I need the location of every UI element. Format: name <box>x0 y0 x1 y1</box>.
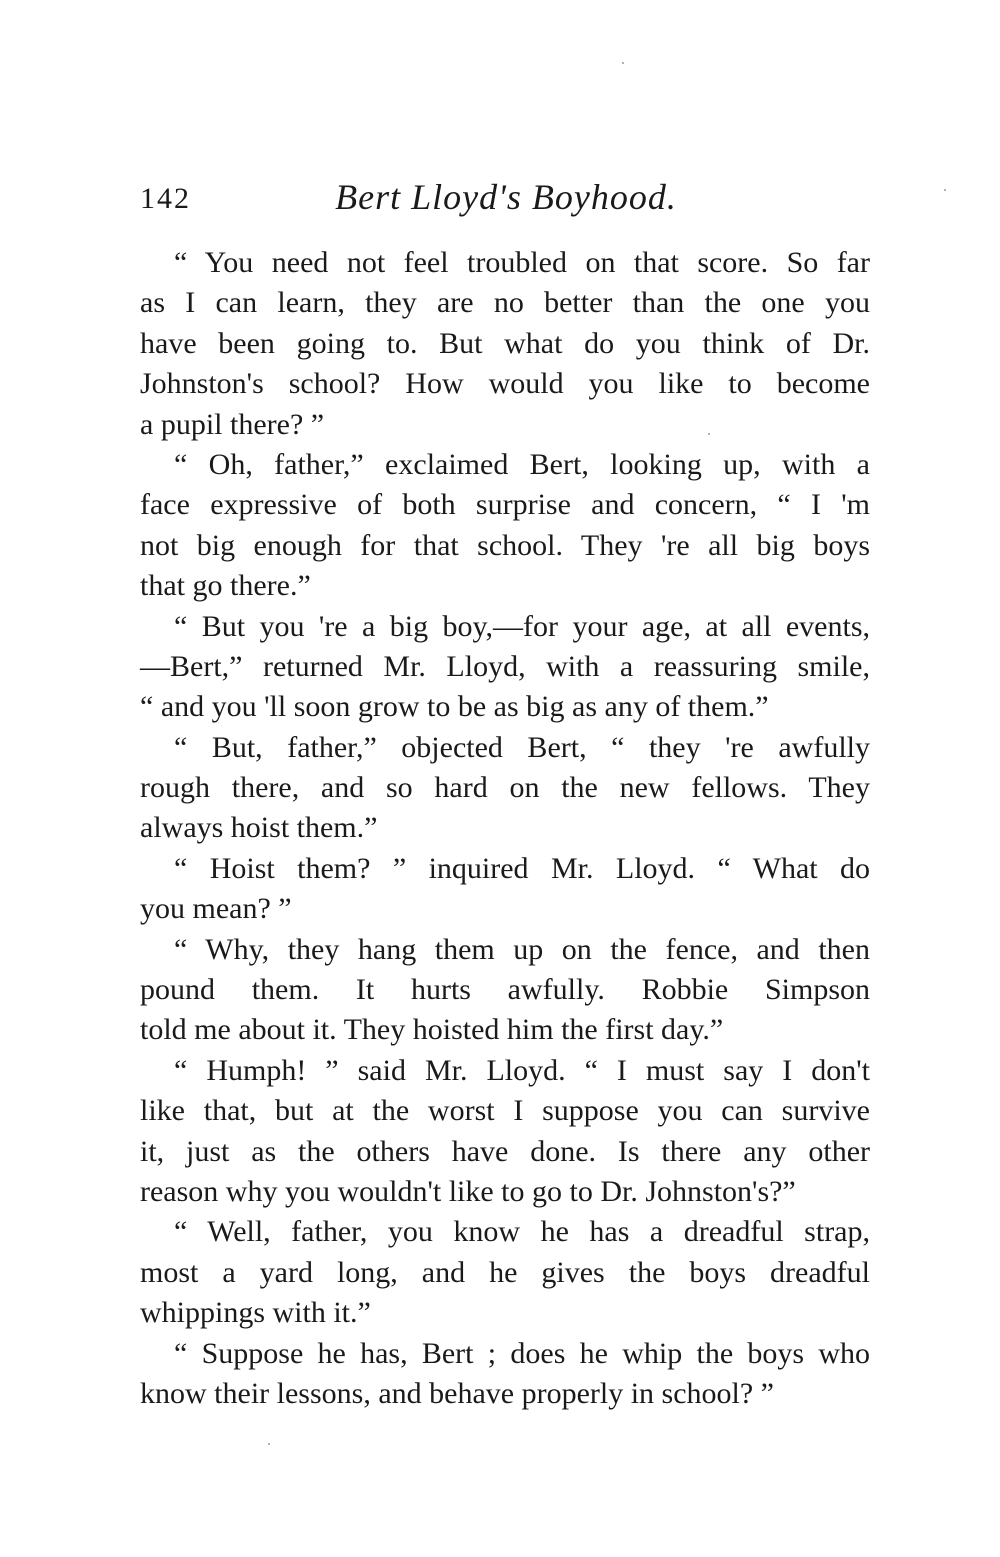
paper-speck <box>944 189 946 191</box>
text-line: like that, but at the worst I suppose you can survive <box>140 1094 870 1128</box>
text-line: “ Why, they hang them up on the fence, and then <box>174 932 870 966</box>
text-line: most a yard long, and he gives the boys dreadful <box>140 1255 870 1289</box>
text-line: “ Hoist them? ” inquired Mr. Lloyd. “ What do <box>174 851 870 885</box>
text-line: “ You need not feel troubled on that score. So far <box>174 246 870 279</box>
page-header <box>140 176 872 226</box>
text-line: “ But you 're a big boy,—for your age, at all events, <box>174 609 870 643</box>
text-line: Johnston's school? How would you like to become <box>140 367 870 401</box>
text-line: reason why you wouldn't like to go to Dr. Johnston's?” <box>140 1174 796 1208</box>
paper-speck <box>708 433 710 435</box>
text-line: “ But, father,” objected Bert, “ they 're awfully <box>174 730 870 764</box>
text-line: always hoist them.” <box>140 811 378 845</box>
text-line: it, just as the others have done. Is there any other <box>140 1134 870 1168</box>
text-line: whippings with it.” <box>140 1296 371 1330</box>
text-line: “ Suppose he has, Bert ; does he whip the boys who <box>174 1336 870 1370</box>
text-line: not big enough for that school. They 're all big boys <box>140 528 870 562</box>
page-number: 142 <box>140 182 191 215</box>
text-line: pound them. It hurts awfully. Robbie Simpson <box>140 973 870 1007</box>
body-text <box>140 243 870 1414</box>
text-line: a pupil there? ” <box>140 407 325 441</box>
text-line: rough there, and so hard on the new fellows. They <box>140 771 870 805</box>
paper-speck <box>268 1443 270 1445</box>
text-line: told me about it. They hoisted him the first day.” <box>140 1013 724 1047</box>
text-line: that go there.” <box>140 569 311 603</box>
paper-speck <box>622 62 624 64</box>
text-line: know their lessons, and behave properly in school? ” <box>140 1376 774 1410</box>
text-line: face expressive of both surprise and concern, “ I 'm <box>140 488 870 522</box>
text-line: as I can learn, they are no better than the one you <box>140 286 870 320</box>
text-line: “ and you 'll soon grow to be as big as any of them.” <box>140 690 769 724</box>
text-line: “ Oh, father,” exclaimed Bert, looking up, with a <box>174 447 870 481</box>
text-line: you mean? ” <box>140 892 292 926</box>
running-title: Bert Lloyd's Boyhood. <box>335 177 677 217</box>
text-line: “ Humph! ” said Mr. Lloyd. “ I must say I don't <box>174 1053 870 1087</box>
text-line: “ Well, father, you know he has a dreadful strap, <box>174 1215 870 1249</box>
text-line: have been going to. But what do you think of Dr. <box>140 326 870 360</box>
text-line: —Bert,” returned Mr. Lloyd, with a reassuring smile, <box>140 649 870 683</box>
